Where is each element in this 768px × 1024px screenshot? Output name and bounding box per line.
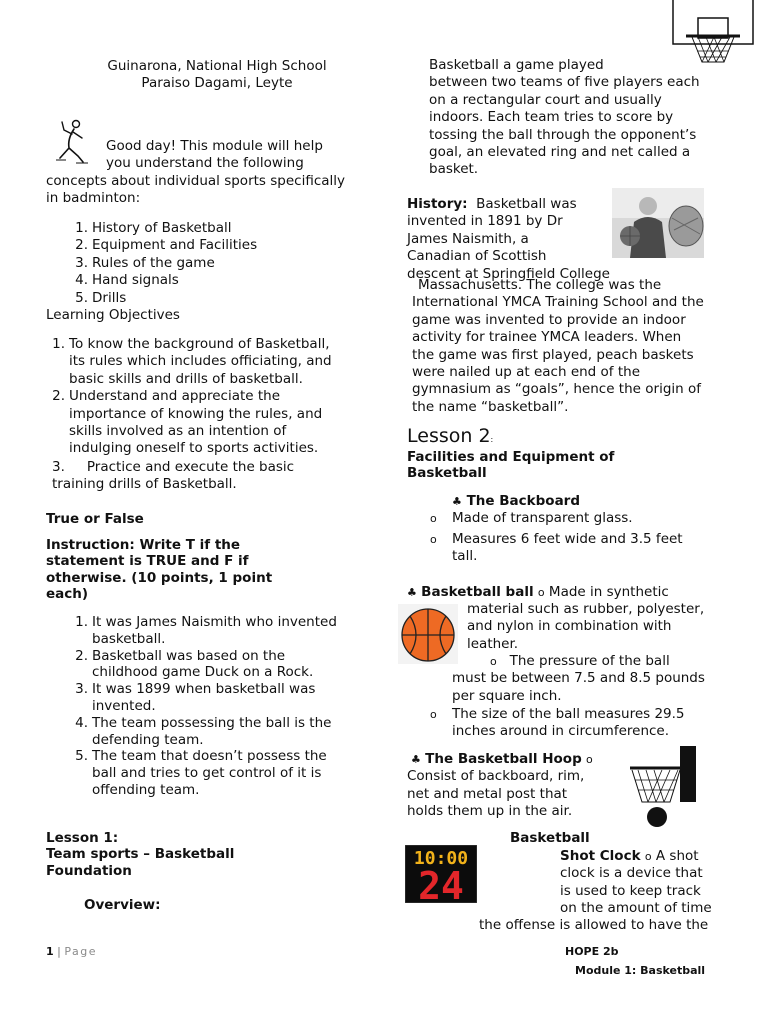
list-item: 2. Equipment and Facilities (75, 237, 258, 254)
ball-title-line: ♣ Basketball ball o Made in synthetic (407, 584, 669, 600)
basketball-hoop-icon (626, 746, 698, 828)
backboard-title: ♣ The Backboard (452, 493, 581, 509)
objectives-heading: Learning Objectives (46, 307, 180, 323)
shot-clock-bottom: 24 (418, 864, 464, 903)
overview-heading: Overview: (84, 897, 161, 913)
school-header (60, 58, 374, 93)
list-item: 4. Hand signals (75, 272, 179, 289)
footer-course: HOPE 2b (565, 945, 619, 958)
shotclock-title1: Basketball (510, 830, 590, 846)
lesson2-subtitle: Facilities and Equipment of Basketball (407, 449, 615, 482)
lesson1-heading: Lesson 1: Team sports – Basketball Foundation (46, 830, 235, 879)
shotclock-last-line: the offense is allowed to have the (479, 917, 709, 933)
lesson2-title: Lesson 2: (407, 425, 494, 447)
list-item: 1. To know the background of Basketball, its rules which includes officiating, and basic skills and drills of basketball. (52, 336, 332, 387)
list-item: 3. Rules of the game (75, 254, 215, 271)
list-item: 2. Understand and appreciate the importance of knowing the rules, and skills involved as an intention of indulging oneself to sports activities. (52, 388, 323, 457)
club-icon: ♣ (411, 753, 421, 766)
history-label: History: (407, 196, 468, 212)
history-short: History: Basketball was invented in 1891 by Dr James Naismith, a Canadian of Scottish descent at Springfield College (407, 196, 610, 282)
page-footer-left: 1 | Page (46, 945, 98, 958)
club-icon: ♣ (452, 495, 462, 508)
list-item: 2. Basketball was based on the childhood game Duck on a Rock. (75, 647, 314, 681)
page-number: 1 (46, 945, 54, 958)
quiz-list (75, 614, 372, 799)
topics-list (75, 220, 372, 307)
objectives-list (52, 336, 369, 458)
backboard-item: o Measures 6 feet wide and 3.5 feet tall. (430, 531, 683, 565)
naismith-photo (612, 188, 704, 258)
shot-clock-icon (405, 845, 477, 903)
school-address: Paraiso Dagami, Leyte (141, 75, 293, 92)
backboard-item: o Made of transparent glass. (430, 510, 633, 526)
list-item: 4. The team possessing the ball is the defending team. (75, 714, 332, 748)
shotclock-text: Shot Clock o A shot clock is a device that is used to keep track on the amount of time (560, 848, 712, 917)
basketball-definition: Basketball a game played between two teams of five players each on a rectangular court and usually indoors. Each team tries to score by tossing the ball through the opponent’s goal, an elevated ring and net called a basket. (429, 57, 700, 178)
ball-pressure: o The pressure of the ball must be between 7.5 and 8.5 pounds per square inch. (452, 653, 705, 704)
hoop-section: ♣ The Basketball Hoop o Consist of backboard, rim, net and metal post that holds them up in the air. (407, 751, 593, 820)
quiz-instruction: Instruction: Write T if the statement is TRUE and F if otherwise. (10 points, 1 point each) (46, 537, 273, 603)
list-item: 5. Drills (75, 289, 127, 306)
list-item: 1. It was James Naismith who invented basketball. (75, 614, 337, 647)
footer-module: Module 1: Basketball (575, 964, 706, 977)
basketball-ball-icon (398, 604, 458, 664)
list-item: 3. It was 1899 when basketball was invented. (75, 681, 316, 714)
club-icon: ♣ (407, 586, 417, 599)
ball-material: material such as rubber, polyester, and nylon in combination with leather. (467, 601, 705, 652)
quiz-heading: True or False (46, 511, 144, 527)
objective-3: 3. Practice and execute the basic training drills of Basketball. (52, 459, 295, 493)
hoop-corner-icon (672, 0, 754, 46)
list-item: 5. The team that doesn’t possess the ball and tries to get control of it is offending team. (75, 748, 327, 798)
intro-paragraph: Good day! This module will help you understand the following concepts about individual sports specifically in badminton: (46, 138, 346, 207)
history-full: Massachusetts. The college was the International YMCA Training School and the game was invented to provide an indoor activity for trainee YMCA leaders. When the game was first played, peach baskets were nailed up at each end of the gymnasium as “goals”, hence the origin of the name “basketball”. (412, 277, 704, 415)
school-name: Guinarona, National High School (107, 58, 327, 74)
shot-clock-top: 10:00 (413, 848, 469, 869)
ball-size: o The size of the ball measures 29.5 inches around in circumference. (430, 706, 685, 740)
list-item: 1. History of Basketball (75, 220, 232, 236)
